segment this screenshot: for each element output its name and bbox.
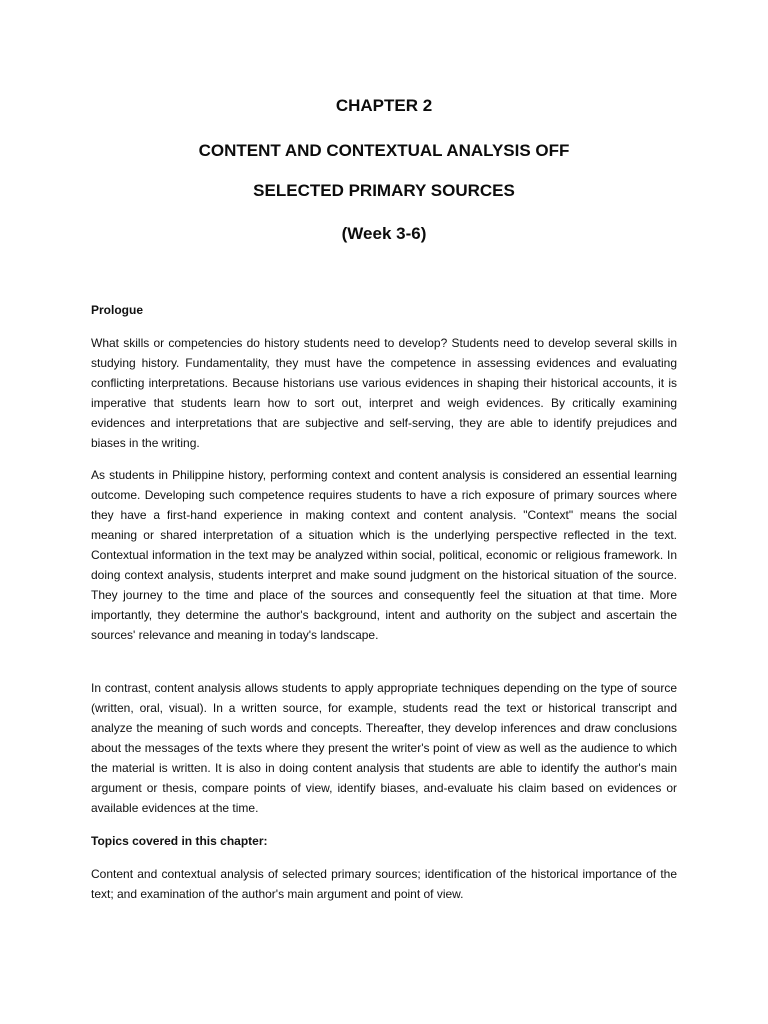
prologue-paragraph-3: In contrast, content analysis allows students to apply appropriate techniques depending on the type of source (written, oral, visual). In a written source, for example, students read the text or historical transcript and analyze the meaning of such words and concepts. Thereafter, they develop inferences and draw conclusions about the messages of the texts where they present the writer's point of view as well as the audience to which the material is written. It is also in doing content analysis that students are able to identify the author's main argument or thesis, compare points of view, identify biases, and-evaluate his claim based on evidences or available evidences at the time. <box>91 681 677 815</box>
chapter-title-line-1: CONTENT AND CONTEXTUAL ANALYSIS OFF <box>198 141 570 160</box>
topics-heading: Topics covered in this chapter: <box>91 834 268 848</box>
prologue-heading: Prologue <box>91 303 144 317</box>
week-range: (Week 3-6) <box>341 224 427 243</box>
prologue-paragraph-1: What skills or competencies do history students need to develop? Students need to develop several skills in studying history. Fundamentality, they must have the competence in assessing evidences and evaluating conflicting interpretations. Because historians use various evidences in shaping their historical accounts, it is imperative that students learn how to sort out, interpret and weigh evidences. By critically examining evidences and interpretations that are subjective and self-serving, they are able to identify prejudices and biases in the writing. <box>91 336 677 450</box>
prologue-paragraph-2: As students in Philippine history, performing context and content analysis is considered an essential learning outcome. Developing such competence requires students to have a rich exposure of primary sources where they have a first-hand experience in making context and content analysis. "Context" means the social meaning or shared interpretation of a situation which is the underlying perspective reflected in the text. Contextual information in the text may be analyzed within social, political, economic or religious framework. In doing context analysis, students interpret and make sound judgment on the historical situation of the source. They journey to the time and place of the sources and consequently feel the situation at that time. More importantly, they determine the author's background, intent and authority on the subject and ascertain the sources' relevance and meaning in today's landscape. <box>91 468 677 642</box>
chapter-number: CHAPTER 2 <box>335 96 433 115</box>
topics-paragraph: Content and contextual analysis of selected primary sources; identification of the historical importance of the text; and examination of the author's main argument and point of view. <box>91 867 677 901</box>
chapter-title-line-2: SELECTED PRIMARY SOURCES <box>253 181 515 200</box>
